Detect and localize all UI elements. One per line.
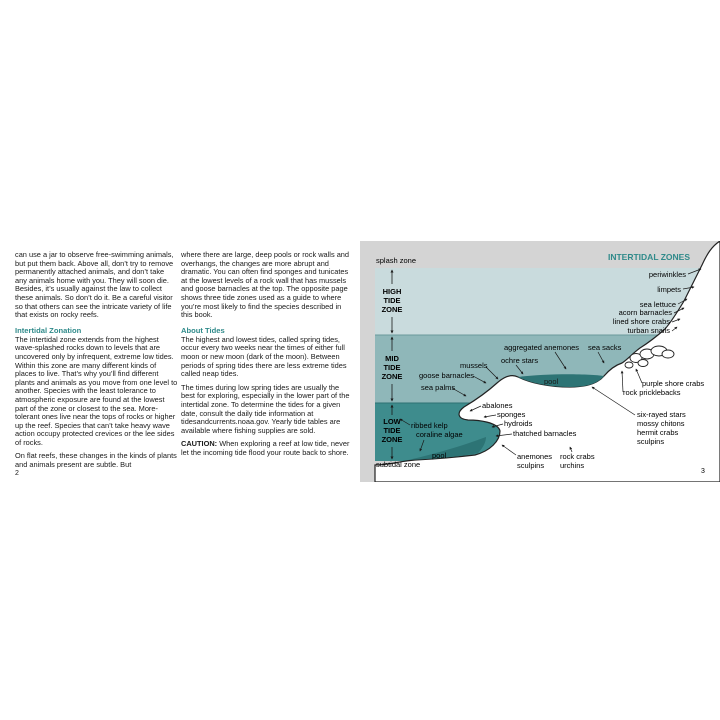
zone-label-line: ZONE [381,372,403,381]
label-sea-palms: sea palms [421,383,456,392]
paragraph: The highest and lowest tides, called spring tides, occur every two weeks near the times of either full moon or new moon (dark of the moon). Between periods of spring tides there are less extreme tides called neap tides. [181,334,347,379]
zone-label-line: ZONE [381,305,403,314]
label-ribbed-kelp: ribbed kelp [411,421,448,430]
label-lined-shore-crabs: lined shore crabs [612,317,670,326]
label-ochre-stars: ochre stars [501,356,539,365]
label-rock-crabs: rock crabs [560,452,595,461]
zone-label-line: MID [385,354,399,363]
label-limpets: limpets [657,285,681,294]
left-column [15,251,178,475]
label-urchins: urchins [560,461,585,470]
label-pool-mid: pool [544,377,559,386]
page-number: 3 [701,468,705,475]
subtidal-zone-label: subtidal zone [376,460,421,469]
page-number: 2 [15,470,19,477]
zone-label-line: HIGH [382,287,402,296]
section-heading: Intertidal Zonation [15,325,82,335]
label-sculpins-bottom: sculpins [517,461,545,470]
label-abalones: abalones [482,401,513,410]
right-page [360,241,720,482]
caution-text: When exploring a reef at low tide, never let the incoming tide flood your route back to shore. [181,439,350,457]
label-periwinkles: periwinkles [648,270,686,279]
label-rock-pricklebacks: rock pricklebacks [623,388,681,397]
diagram-title: INTERTIDAL ZONES [607,252,690,262]
book-spread [0,241,720,482]
paragraph: where there are large, deep pools or rock walls and overhangs, the changes are more abrupt and dramatic. You can often find sponges and tunicates at the lowest levels of a rock wall that has mussels and goose barnacles at the top. The opposite page shows three tide zones used as a guide to where you’re most likely to find the species described in this book. [181,250,350,320]
splash-zone-label: splash zone [376,256,417,265]
paragraph: On flat reefs, these changes in the kinds of plants and animals present are subtle. But [15,451,177,470]
label-pool-low: pool [432,451,447,460]
zone-label-line: TIDE [383,426,401,435]
label-hermit-crabs: hermit crabs [637,428,679,437]
right-column [181,251,353,462]
caution-label: CAUTION: [181,439,218,449]
label-hydroids: hydroids [504,419,533,428]
paragraph: The intertidal zone extends from the highest wave-splashed rocks down to levels that are uncovered only by infrequent, extreme low tides. Within this zone are many different kinds of places to live. That’s why you’ll find different plants and animals as you move from one level to another. Species with the least tolerance to atmospheric exposure are found at the lowest part of the zone or closest to the sea. More-tolerant ones live near the tops of rocks or higher up the reef. Species that can’t take heavy wave action occupy protected crevices or the lee sides of rocks. [15,334,178,447]
label-purple-shore-crabs: purple shore crabs [642,379,705,388]
section-heading: About Tides [181,325,225,335]
caution-paragraph [181,440,353,457]
paragraph: can use a jar to observe free-swimming animals, but put them back. Above all, don’t try to remove permanently attached animals, and don’t take any animals home with you. They will soon die. Besides, it’s usually against the law to collect these animals. So don’t do it. Be a careful visitor so that others can see the intricate variety of life that exists on rocky reefs. [15,250,174,320]
label-thatched-barnacles: thatched barnacles [513,429,577,438]
label-aggregated-anemones: aggregated anemones [504,343,580,352]
label-coraline-algae: coraline algae [416,430,463,439]
label-sea-sacks: sea sacks [588,343,622,352]
zone-label-line: ZONE [381,435,403,444]
label-mossy-chitons: mossy chitons [637,419,685,428]
paragraph: The times during low spring tides are usually the best for exploring, especially in the lower part of the intertidal zone. To determine the tides for a given date, consult the daily tide information at tidesandcurrents.noaa.gov. Yearly tide tables are available where fishing supplies are sold. [181,382,350,435]
label-anemones: anemones [517,452,553,461]
label-goose-barnacles: goose barnacles [419,371,475,380]
label-sponges: sponges [497,410,526,419]
left-page [0,241,360,482]
intertidal-zones-diagram [360,241,720,482]
zone-label-line: TIDE [383,296,401,305]
zone-label-line: TIDE [383,363,401,372]
label-acorn-barnacles: acorn barnacles [618,308,672,317]
label-sculpins-right: sculpins [637,437,665,446]
high-zone-label [382,287,403,314]
low-zone-label [382,417,403,444]
label-turban-snails: turban snails [627,326,670,335]
label-sea-lettuce: sea lettuce [639,300,676,309]
zone-label-line: LOW [383,417,401,426]
label-six-rayed-stars: six-rayed stars [637,410,686,419]
label-mussels: mussels [460,361,488,370]
